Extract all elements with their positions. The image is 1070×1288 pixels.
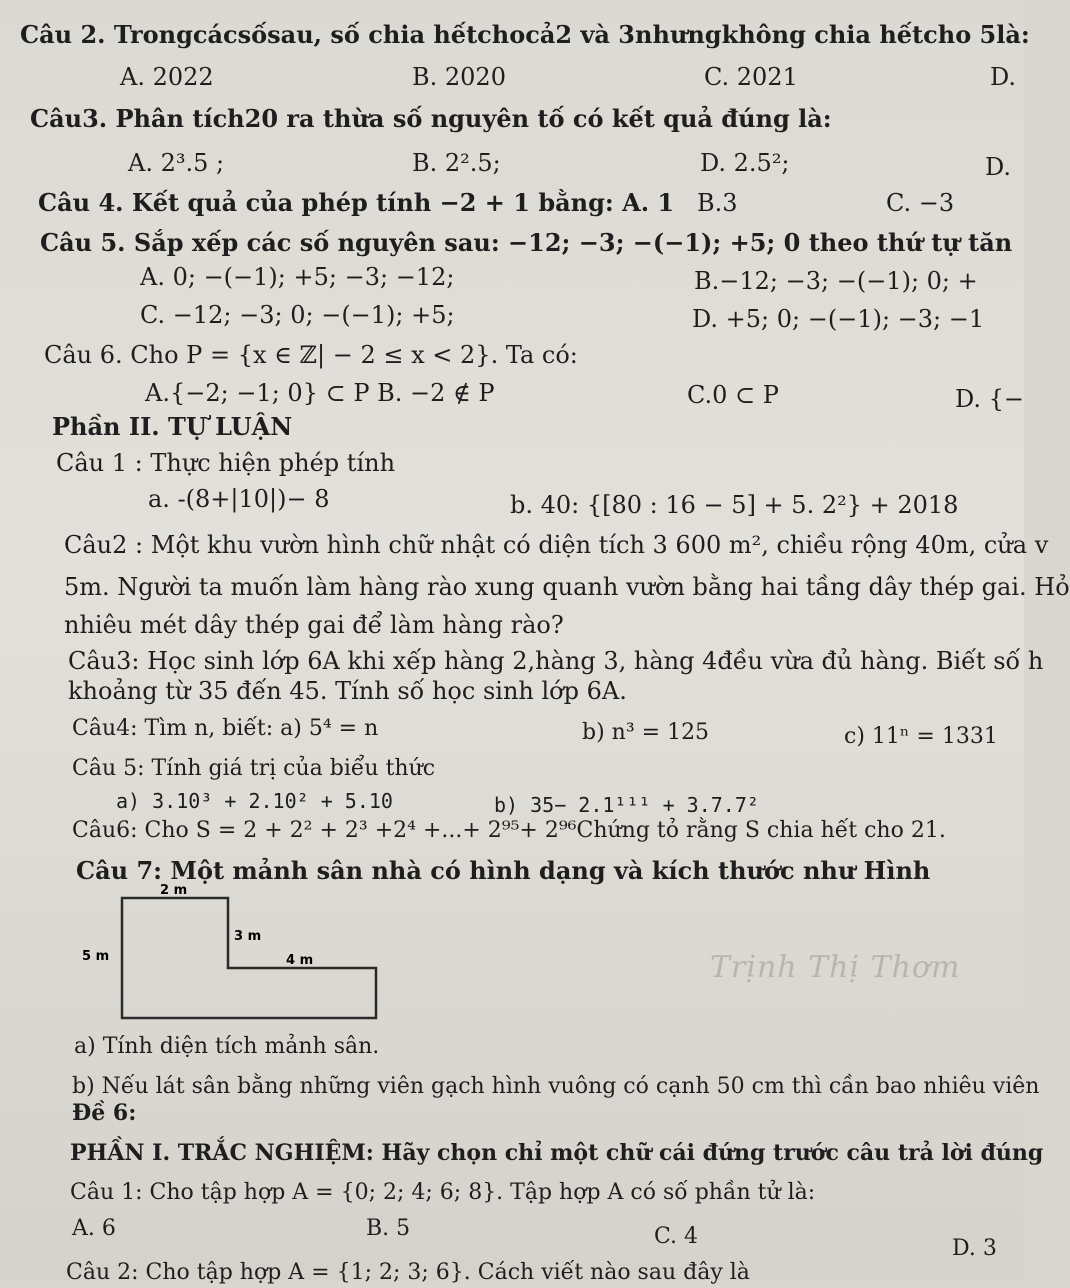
text-line: C. 4: [654, 1224, 699, 1249]
text-line: Câu 2. Trongcácsốsau, số chia hếtchocả2 và 3nhưngkhông chia hếtcho 5là:: [20, 20, 1030, 49]
text-line: a) 3.10³ + 2.10² + 5.10: [116, 789, 393, 813]
text-line: Câu 5. Sắp xếp các số nguyên sau: −12; −3; −(−1); +5; 0 theo thứ tự tăn: [40, 228, 1013, 257]
text-line: b) Nếu lát sân bằng những viên gạch hình vuông có cạnh 50 cm thì cần bao nhiêu viên: [72, 1074, 1040, 1099]
text-line: Đề 6:: [72, 1100, 137, 1126]
text-line: C.0 ⊂ P: [687, 381, 779, 409]
text-line: a) Tính diện tích mảnh sân.: [74, 1034, 380, 1059]
text-line: b) n³ = 125: [582, 720, 710, 745]
text-line: A. 2022: [120, 63, 214, 91]
text-line: Phần II. TỰ LUẬN: [52, 412, 293, 441]
text-line: Câu4: Tìm n, biết: a) 5⁴ = n: [72, 716, 379, 741]
text-line: Câu2 : Một khu vườn hình chữ nhật có diện tích 3 600 m², chiều rộng 40m, cửa v: [64, 531, 1049, 559]
l-shape-outline: [122, 898, 376, 1018]
text-line: A. 0; −(−1); +5; −3; −12;: [140, 263, 455, 291]
text-line: nhiêu mét dây thép gai để làm hàng rào?: [64, 611, 564, 639]
text-line: Câu 2: Cho tập hợp A = {1; 2; 3; 6}. Cách viết nào sau đây là: [66, 1260, 750, 1285]
text-line: khoảng từ 35 đến 45. Tính số học sinh lớp 6A.: [68, 677, 627, 705]
text-line: Câu 5: Tính giá trị của biểu thức: [72, 756, 436, 781]
text-line: 5m. Người ta muốn làm hàng rào xung quanh vườn bằng hai tầng dây thép gai. Hỏ: [64, 573, 1070, 601]
text-line: PHẦN I. TRẮC NGHIỆM: Hãy chọn chỉ một chữ cái đứng trước câu trả lời đúng: [70, 1140, 1044, 1166]
text-line: C. 2021: [704, 63, 798, 91]
handwritten-signature: Trịnh Thị Thơm: [710, 950, 961, 985]
text-line: Câu6: Cho S = 2 + 2² + 2³ +2⁴ +...+ 2⁹⁵+ 2⁹⁶Chứng tỏ rằng S chia hết cho 21.: [72, 818, 946, 843]
text-line: C. −3: [886, 189, 955, 217]
label-left: 5 m: [82, 949, 110, 964]
text-line: Câu 1 : Thực hiện phép tính: [56, 449, 396, 477]
text-line: B. 2020: [412, 63, 506, 91]
text-line: Câu3. Phân tích20 ra thừa số nguyên tố có kết quả đúng là:: [30, 104, 832, 133]
text-line: Câu 4. Kết quả của phép tính −2 + 1 bằng: A. 1: [38, 188, 675, 217]
l-shape-svg: [82, 880, 390, 1020]
text-line: A.{−2; −1; 0} ⊂ P B. −2 ∉ P: [145, 379, 495, 407]
text-line: Câu 7: Một mảnh sân nhà có hình dạng và kích thước như Hình: [76, 856, 931, 885]
text-line: D. {−: [955, 385, 1025, 413]
text-line: D.: [990, 63, 1017, 91]
text-line: C. −12; −3; 0; −(−1); +5;: [140, 301, 455, 329]
l-shaped-yard-figure: [82, 880, 390, 1020]
text-line: c) 11ⁿ = 1331: [844, 724, 998, 749]
text-line: A. 6: [72, 1216, 116, 1241]
text-line: D. 2.5²;: [700, 149, 790, 177]
text-line: Câu3: Học sinh lớp 6A khi xếp hàng 2,hàng 3, hàng 4đều vừa đủ hàng. Biết số h: [68, 647, 1044, 675]
text-line: a. -(8+|10|)− 8: [148, 485, 330, 513]
text-line: D. +5; 0; −(−1); −3; −1: [692, 305, 985, 333]
label-top: 2 m: [160, 883, 188, 898]
text-line: B. 2².5;: [412, 149, 501, 177]
label-inner-horizontal: 4 m: [286, 953, 314, 968]
label-inner-vertical: 3 m: [234, 929, 262, 944]
text-line: b. 40: {[80 : 16 − 5] + 5. 2²} + 2018: [510, 491, 959, 519]
text-line: Câu 6. Cho P = {x ∈ ℤ| − 2 ≤ x < 2}. Ta có:: [44, 341, 578, 369]
text-line: Câu 1: Cho tập hợp A = {0; 2; 4; 6; 8}. Tập hợp A có số phần tử là:: [70, 1180, 816, 1205]
text-line: B.−12; −3; −(−1); 0; +: [694, 267, 978, 295]
text-line: b) 35− 2.1¹¹¹ + 3.7.7²: [494, 793, 759, 817]
text-line: D.: [985, 153, 1012, 181]
text-line: B.3: [697, 189, 738, 217]
text-line: A. 2³.5 ;: [128, 149, 225, 177]
text-line: B. 5: [366, 1216, 411, 1241]
text-line: D. 3: [952, 1236, 997, 1261]
